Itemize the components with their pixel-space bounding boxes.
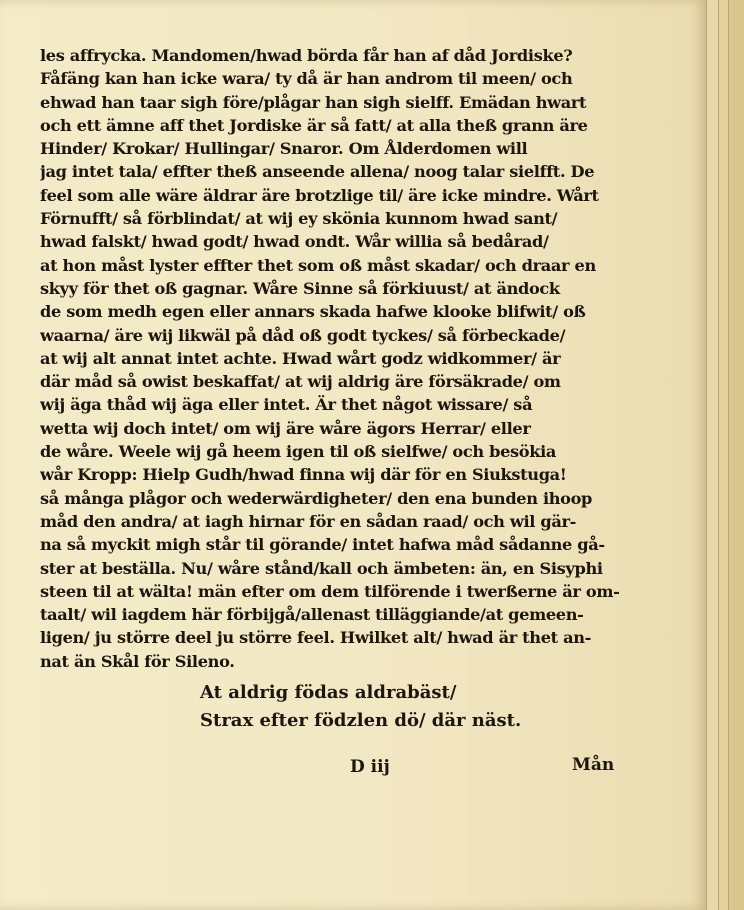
- text-line: taalt/ wil iagdem här förbijgå/allenast tilläggiande/at gemeen-: [40, 605, 584, 625]
- verse-line-1: At aldrig födas aldrabäst/: [200, 682, 457, 703]
- text-line: skyy för thet oß gagnar. Wåre Sinne så förkiuust/ at ändock: [40, 278, 560, 298]
- text-line: ligen/ ju större deel ju större feel. Hwilket alt/ hwad är thet an-: [40, 628, 592, 648]
- text-line: de wåre. Weele wij gå heem igen til oß sielfwe/ och besökia: [40, 442, 557, 462]
- page-edge: [728, 0, 744, 910]
- text-line: ehwad han taar sigh före/plågar han sigh sielff. Emädan hwart: [40, 92, 587, 112]
- text-line: hwad falskt/ hwad godt/ hwad ondt. Wår willia så bedårad/: [40, 232, 549, 252]
- text-line: nat än Skål för Sileno.: [40, 651, 235, 671]
- text-line: där måd så owist beskaffat/ at wij aldrig äre försäkrade/ om: [40, 372, 561, 392]
- text-line: na så myckit migh står til görande/ intet hafwa måd sådanne gå-: [40, 535, 605, 555]
- text-line: wetta wij doch intet/ om wij äre wåre ägors Herrar/ eller: [40, 418, 531, 438]
- text-line: Förnufft/ så förblindat/ at wij ey skönia kunnom hwad sant/: [40, 209, 558, 229]
- text-line: wår Kropp: Hielp Gudh/hwad finna wij där för en Siukstuga!: [40, 465, 567, 485]
- text-line: så många plågor och wederwärdigheter/ den ena bunden ihoop: [40, 488, 593, 508]
- text-line: waarna/ äre wij likwäl på dåd oß godt tyckes/ så förbeckade/: [40, 325, 566, 345]
- text-line: at wij alt annat intet achte. Hwad wårt godz widkommer/ är: [40, 348, 561, 368]
- catchword: Mån: [572, 755, 615, 775]
- text-line: jag intet tala/ effter theß anseende allena/ noog talar sielfft. De: [40, 162, 595, 182]
- text-line: les affrycka. Mandomen/hwad börda får han af dåd Jordiske?: [40, 46, 573, 65]
- text-line: ster at beställa. Nu/ wåre stånd/kall och ämbeten: än, en Sisyphi: [40, 558, 603, 578]
- text-line: och ett ämne aff thet Jordiske är så fatt/ at alla theß grann äre: [40, 115, 588, 135]
- text-line: de som medh egen eller annars skada hafwe klooke blifwit/ oß: [40, 302, 586, 322]
- verse-line-2: Strax efter födzlen dö/ där näst.: [200, 710, 522, 731]
- text-line: Hinder/ Krokar/ Hullingar/ Snaror. Om Ålderdomen will: [40, 139, 528, 159]
- signature-mark: D iij: [350, 757, 390, 777]
- text-line: måd den andra/ at iagh hirnar för en sådan raad/ och wil gär-: [40, 511, 577, 531]
- text-line: Fåfäng kan han icke wara/ ty då är han androm til meen/ och: [40, 69, 573, 89]
- text-line: steen til at wälta! män efter om dem tilförende i twerßerne är om-: [40, 581, 620, 601]
- text-line: feel som alle wäre äldrar äre brotzlige til/ äre icke mindre. Wårt: [40, 185, 599, 205]
- text-line: at hon måst lyster effter thet som oß måst skadar/ och draar en: [40, 255, 596, 275]
- page-body-text: [40, 44, 625, 673]
- text-line: wij äga thåd wij äga eller intet. Är thet något wissare/ så: [40, 395, 533, 415]
